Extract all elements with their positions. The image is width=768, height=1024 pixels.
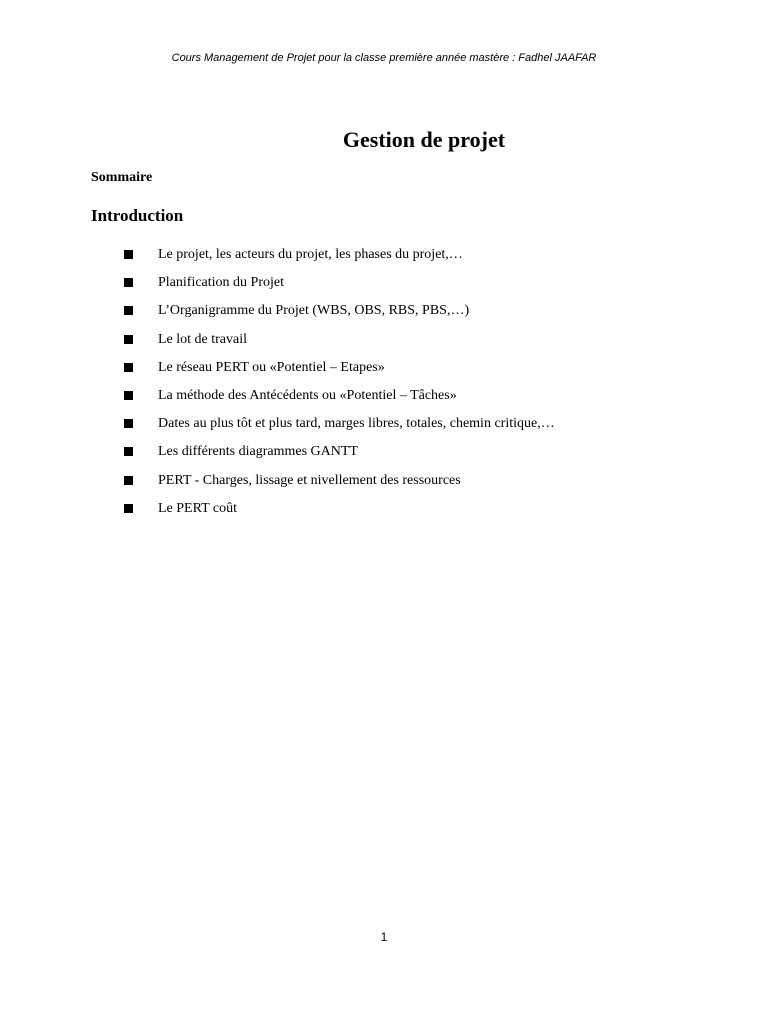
toc-item — [0, 358, 768, 386]
square-bullet-icon — [124, 419, 133, 428]
square-bullet-icon — [124, 278, 133, 287]
summary-label: Sommaire — [91, 170, 153, 185]
toc-item-text: Dates au plus tôt et plus tard, marges libres, totales, chemin critique,… — [158, 416, 555, 432]
square-bullet-icon — [124, 335, 133, 344]
toc-item-text: Le lot de travail — [158, 331, 248, 347]
toc-item-text: La méthode des Antécédents ou «Potentiel – Tâches» — [158, 387, 457, 403]
square-bullet-icon — [124, 306, 133, 315]
toc-item-text: Le projet, les acteurs du projet, les phases du projet,… — [158, 247, 463, 262]
section-heading: Introduction — [91, 206, 184, 225]
toc-item-text: PERT - Charges, lissage et nivellement des ressources — [158, 472, 461, 488]
toc-item — [0, 442, 768, 470]
document-title: Gestion de projet — [342, 127, 506, 152]
square-bullet-icon — [124, 250, 133, 259]
toc-item — [0, 273, 768, 301]
table-of-contents — [0, 245, 768, 527]
toc-item-text: Planification du Projet — [158, 275, 284, 291]
toc-item — [0, 330, 768, 358]
square-bullet-icon — [124, 447, 133, 456]
toc-item-text: L’Organigramme du Projet (WBS, OBS, RBS, PBS,…) — [158, 303, 470, 319]
square-bullet-icon — [124, 504, 133, 513]
page-number: 1 — [380, 930, 388, 944]
toc-item — [0, 301, 768, 329]
page-header: Cours Management de Projet pour la classe première année mastère : Fadhel JAAFAR — [171, 52, 597, 64]
toc-item-text: Le réseau PERT ou «Potentiel – Etapes» — [158, 359, 385, 375]
toc-item — [0, 471, 768, 499]
toc-item — [0, 386, 768, 414]
toc-item — [0, 414, 768, 442]
toc-item — [0, 499, 768, 527]
square-bullet-icon — [124, 391, 133, 400]
square-bullet-icon — [124, 476, 133, 485]
toc-item-text: Le PERT coût — [158, 500, 238, 516]
square-bullet-icon — [124, 363, 133, 372]
toc-item-text: Les différents diagrammes GANTT — [158, 444, 358, 460]
toc-item — [0, 245, 768, 273]
